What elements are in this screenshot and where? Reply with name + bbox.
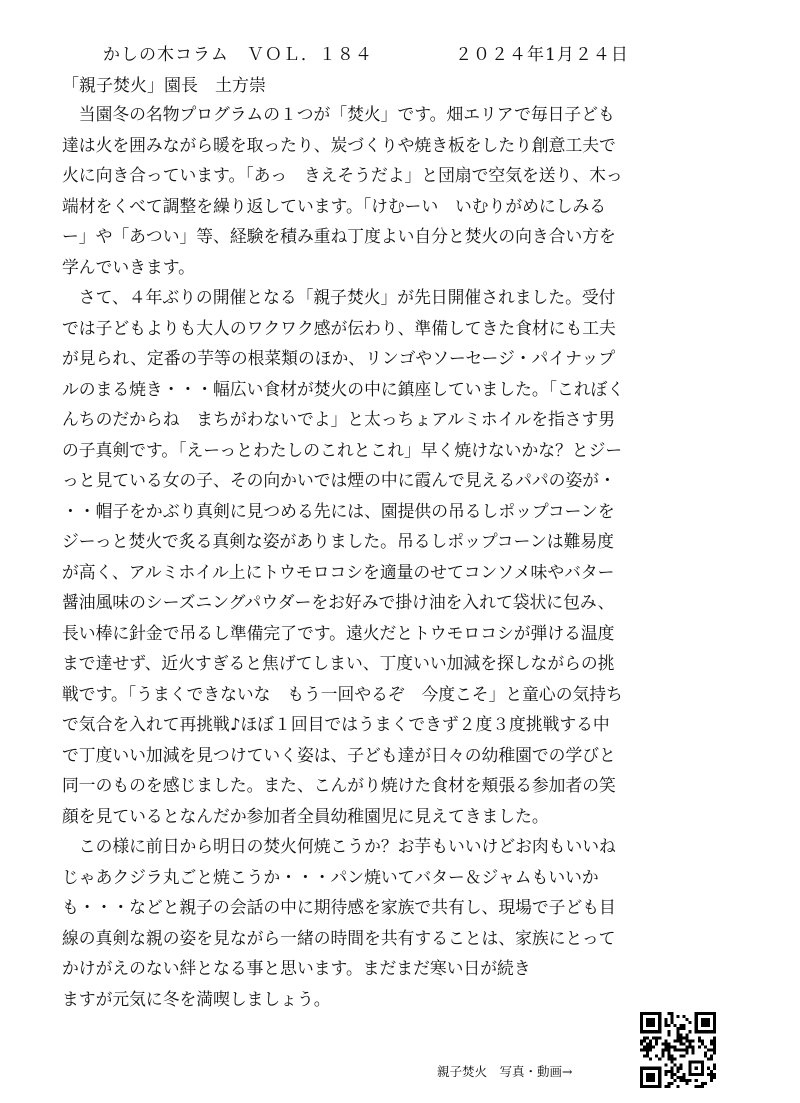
body-line: 当園冬の名物プログラムの１つが「焚火」です。畑エリアで毎日子ども	[62, 104, 615, 124]
body-line: まで達せず、近火すぎると焦げてしまい、丁度いい加減を探しながらの挑	[62, 653, 615, 673]
body-line: 醤油風味のシーズニングパウダーをお好みで掛け油を入れて袋状に包み、	[62, 592, 615, 612]
body-line: 戦です。「うまくできないな もう一回やるぞ 今度こそ」と童心の気持ち	[62, 683, 623, 704]
body-line: ー」や「あつい」等、経験を積み重ね丁度よい自分と焚火の向き合い方を	[62, 226, 616, 246]
body-line: さて、４年ぶりの開催となる「親子焚火」が先日開催されました。受付	[62, 287, 616, 307]
body-line: では子どもよりも大人のワクワク感が伝わり、準備してきた食材にも工夫	[62, 317, 616, 338]
body-line: 学んでいきます。	[62, 256, 195, 277]
body-line: の子真剣です。「えーっとわたしのこれとこれ」早く焼けないかな？とジー	[62, 439, 623, 460]
body-line: も・・・などと親子の会話の中に期待感を家族で共有し、現場で子ども目	[62, 897, 616, 917]
body-line: 達は火を囲みながら暖を取ったり、炭づくりや焼き板をしたり創意工夫で	[62, 134, 616, 155]
body-line: 火に向き合っています。「あっ きえそうだよ」と団扇で空気を送り、木っ	[62, 165, 623, 185]
body-line: 同一のものを感じました。また、こんがり焼けた食材を頬張る参加者の笑	[62, 775, 616, 795]
body-line: ジーっと焚火で炙る真剣な姿がありました。吊るしポップコーンは難易度	[62, 531, 614, 551]
body-line: で気合を入れて再挑戦♪ほぼ１回目ではうまくできず２度３度挑戦する中	[62, 714, 610, 734]
body-line: ・・帽子をかぶり真剣に見つめる先には、園提供の吊るしポップコーンを	[62, 500, 615, 521]
body-line: が見られ、定番の芋等の根菜類のほか、リンゴやソーセージ・パイナップ	[62, 348, 616, 368]
body-line: ルのまる焼き・・・幅広い食材が焚火の中に鎮座していました。「これぼく	[62, 378, 625, 399]
body-line: で丁度いい加減を見つけていく姿は、子ども達が日々の幼稚園での学びと	[62, 744, 616, 765]
body-line: 長い棒に針金で吊るし準備完了です。遠火だとトウモロコシが弾ける温度	[62, 622, 615, 643]
column-header	[103, 40, 629, 65]
body-line: 顔を見ているとなんだか参加者全員幼稚園児に見えてきました。	[62, 805, 549, 826]
column-date: ２０２４年1月２４日	[455, 45, 629, 65]
body-line: んちのだからね まちがわないでよ」と太っちょアルミホイルを指さす男	[62, 409, 616, 429]
body-line: この様に前日から明日の焚火何焼こうか？お芋もいいけどお肉もいいね	[62, 836, 616, 856]
body-line: ますが元気に冬を満喫しましょう。	[62, 988, 331, 1009]
body-line: かけがえのない絆となる事と思います。まだまだ寒い日が続き	[62, 958, 531, 978]
column-title: かしの木コラム ＶＯＬ．１８４	[103, 45, 373, 65]
body-line: 線の真剣な親の姿を見ながら一緒の時間を共有することは、家族にとって	[62, 927, 616, 948]
body-line: が高く、アルミホイル上にトウモロコシを適量のせてコンソメ味やバター	[62, 561, 615, 582]
video-caption: 親子焚火 写真・動画→	[437, 1064, 573, 1079]
body-line: じゃあクジラ丸ごと焼こうか・・・パン焼いてバター＆ジャムもいいか	[62, 866, 599, 887]
body-line: 端材をくべて調整を繰り返しています。「けむーい いむりがめにしみる	[62, 195, 607, 216]
body-line: っと見ている女の子、その向かいでは煙の中に霞んで見えるパパの姿が・	[62, 470, 616, 490]
author-line: 「親子焚火」園長 土方崇	[62, 76, 266, 96]
article-body	[62, 99, 722, 1014]
qr-code-icon[interactable]	[640, 1012, 716, 1088]
